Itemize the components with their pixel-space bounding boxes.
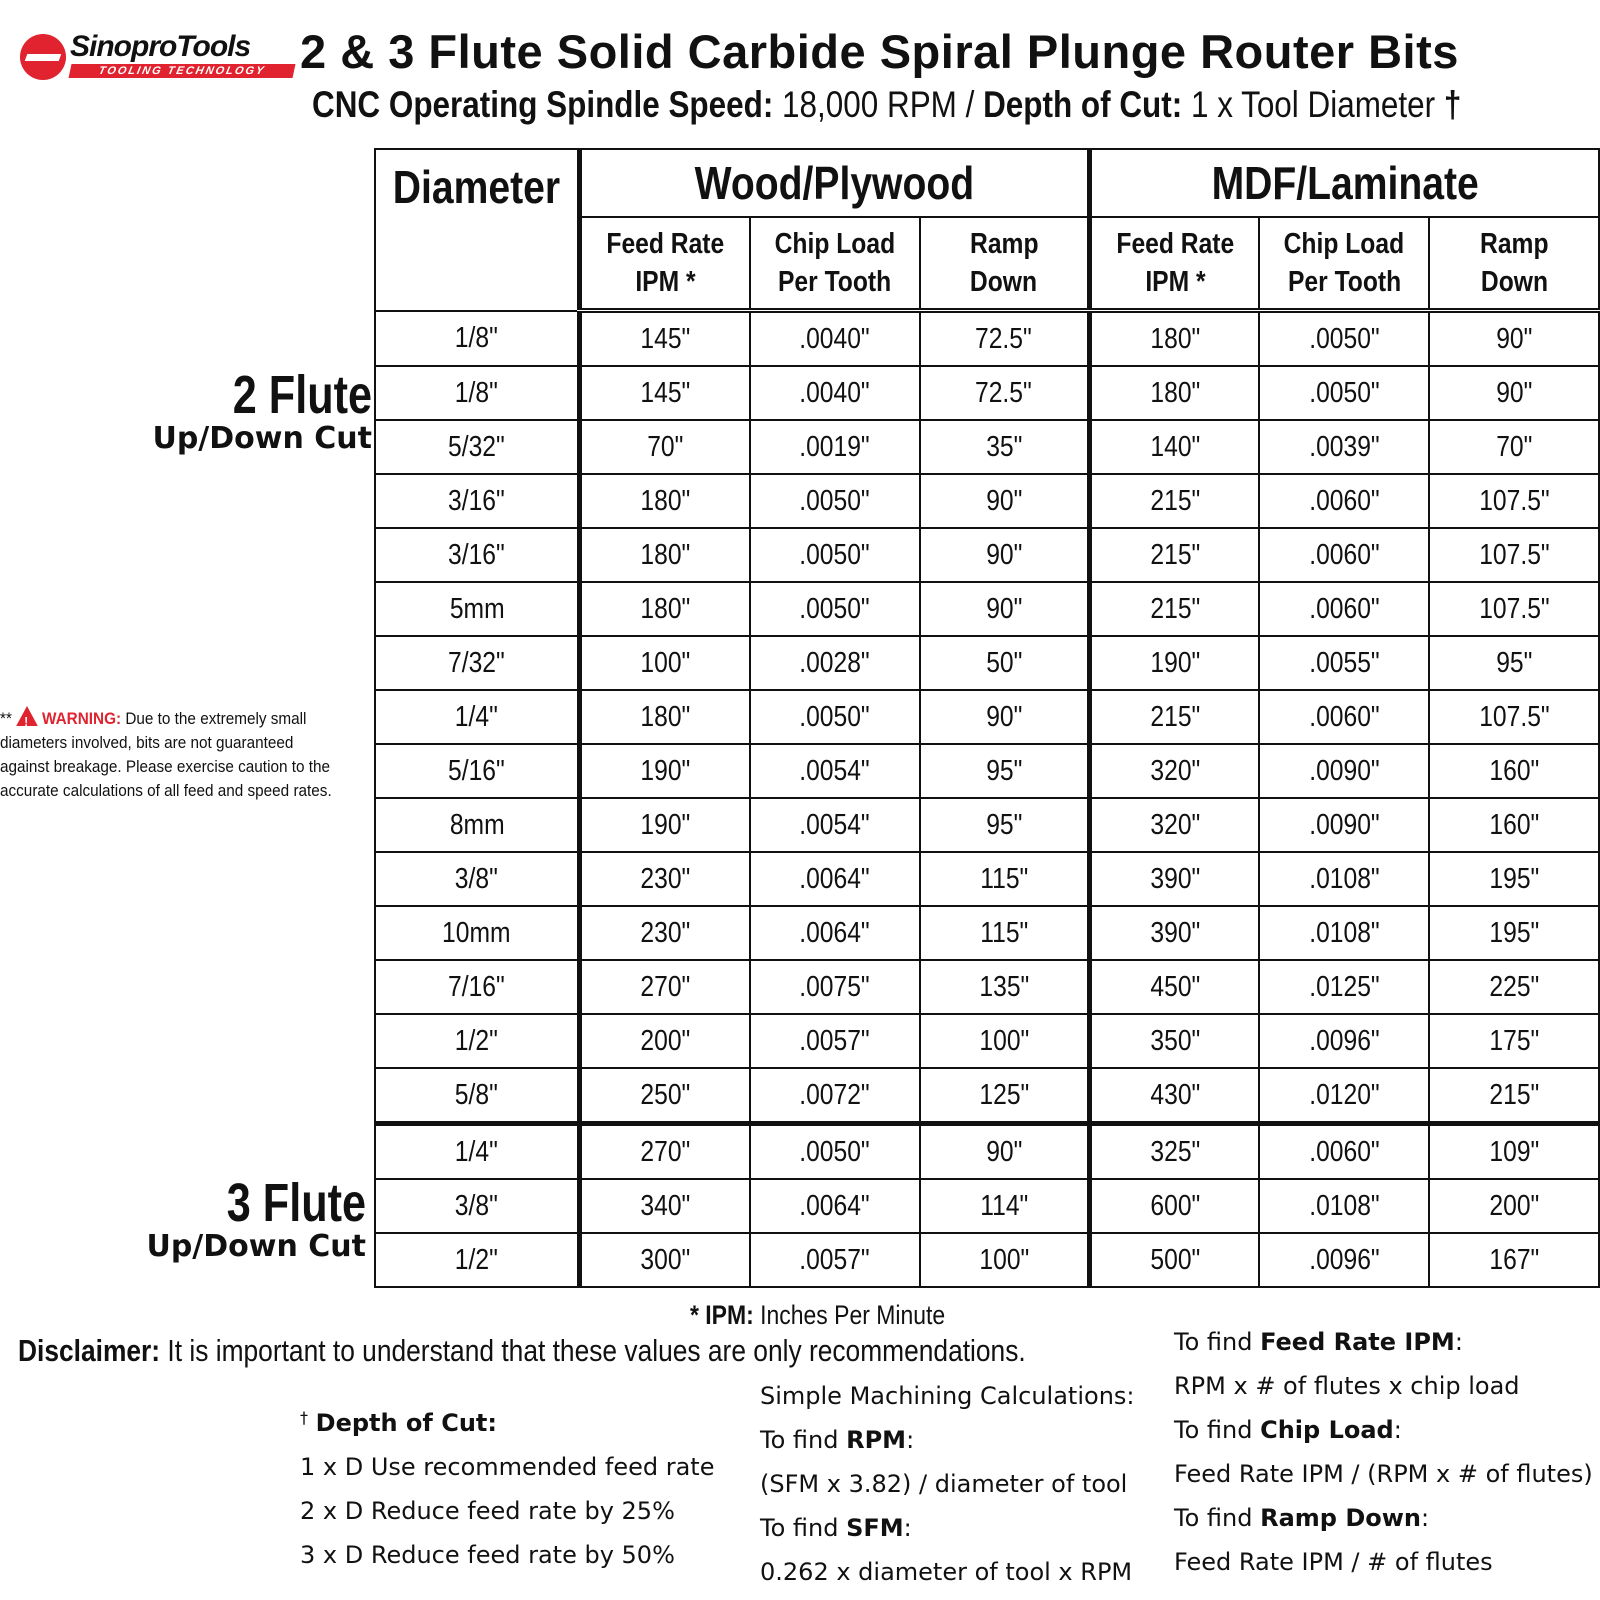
disclaimer-text: It is important to understand that these values are only recommendations. [167, 1333, 1026, 1368]
ramp-prefix: To find [1174, 1504, 1253, 1532]
table-cell: 1/8" [375, 311, 580, 367]
rpm-prefix: To find [760, 1426, 839, 1454]
table-row [375, 798, 1599, 852]
subheader-2: Ramp Down [920, 217, 1090, 311]
table-cell: 95" [920, 744, 1090, 798]
table-cell: 500" [1089, 1233, 1259, 1287]
table-cell: 215" [1089, 582, 1259, 636]
table-cell: .0060" [1259, 474, 1429, 528]
table-cell: 180" [1089, 366, 1259, 420]
depth-dagger: † [300, 1408, 308, 1427]
table-row [375, 960, 1599, 1014]
table-cell: .0108" [1259, 1179, 1429, 1233]
table-cell: 190" [1089, 636, 1259, 690]
table-cell: 90" [1429, 366, 1599, 420]
find-formulas: To find Feed Rate IPM: RPM x # of flutes x chip load To find Chip Load: Feed Rate IPM / (RPM x # of flutes) To find Ramp Down: Feed Rate IPM / # of flutes [1174, 1320, 1593, 1584]
table-cell: 115" [920, 852, 1090, 906]
depth-title: Depth of Cut: [315, 1409, 497, 1437]
table-cell: .0057" [750, 1233, 920, 1287]
table-cell: 8mm [375, 798, 580, 852]
table-row [375, 1014, 1599, 1068]
table-cell: .0120" [1259, 1068, 1429, 1124]
table-cell: 145" [580, 366, 750, 420]
table-cell: .0050" [750, 1124, 920, 1180]
table-cell: 7/32" [375, 636, 580, 690]
table-cell: 215" [1089, 528, 1259, 582]
table-cell: .0096" [1259, 1233, 1429, 1287]
table-cell: 95" [1429, 636, 1599, 690]
table-cell: 350" [1089, 1014, 1259, 1068]
table-cell: 270" [580, 1124, 750, 1180]
logo-brand-text: SinoproTools [70, 30, 251, 63]
table-cell: .0125" [1259, 960, 1429, 1014]
table-cell: 135" [920, 960, 1090, 1014]
two-flute-label: 2 Flute Up/Down Cut [152, 365, 372, 456]
table-row [375, 1233, 1599, 1287]
table-row [375, 366, 1599, 420]
table-cell: 450" [1089, 960, 1259, 1014]
table-cell: 90" [920, 1124, 1090, 1180]
table-cell: 180" [580, 474, 750, 528]
table-cell: 190" [580, 744, 750, 798]
table-cell: .0064" [750, 1179, 920, 1233]
subheader-1: Chip Load Per Tooth [750, 217, 920, 311]
table-cell: 7/16" [375, 960, 580, 1014]
group-header-mdf: MDF/Laminate [1089, 149, 1599, 217]
dagger-mark: † [1443, 84, 1462, 125]
table-cell: 3/8" [375, 1179, 580, 1233]
table-cell: 72.5" [920, 366, 1090, 420]
table-cell: 160" [1429, 744, 1599, 798]
table-cell: 5/16" [375, 744, 580, 798]
table-cell: .0057" [750, 1014, 920, 1068]
table-cell: .0108" [1259, 906, 1429, 960]
table-cell: .0072" [750, 1068, 920, 1124]
depth-line-2: 2 x D Reduce feed rate by 25% [300, 1497, 675, 1525]
table-cell: 250" [580, 1068, 750, 1124]
table-cell: 125" [920, 1068, 1090, 1124]
table-cell: 180" [580, 582, 750, 636]
speeds-feeds-table [374, 148, 1600, 1288]
table-cell: .0019" [750, 420, 920, 474]
page-title: 2 & 3 Flute Solid Carbide Spiral Plunge Router Bits [300, 25, 1459, 78]
table-cell: .0050" [750, 582, 920, 636]
warning-note [0, 706, 335, 803]
table-cell: 70" [1429, 420, 1599, 474]
subheader-3: Feed Rate IPM * [1089, 217, 1259, 311]
sfm-label: SFM [846, 1514, 904, 1542]
table-row [375, 528, 1599, 582]
table-cell: 600" [1089, 1179, 1259, 1233]
table-cell: 180" [580, 690, 750, 744]
table-row [375, 311, 1599, 367]
depth-label: Depth of Cut: [983, 84, 1183, 125]
table-cell: 167" [1429, 1233, 1599, 1287]
table-cell: 107.5" [1429, 582, 1599, 636]
table-cell: 140" [1089, 420, 1259, 474]
chip-formula: Feed Rate IPM / (RPM x # of flutes) [1174, 1460, 1593, 1488]
table-cell: 225" [1429, 960, 1599, 1014]
speed-value: 18,000 RPM / [782, 84, 975, 125]
table-cell: .0028" [750, 636, 920, 690]
table-cell: .0096" [1259, 1014, 1429, 1068]
page-subtitle [312, 84, 1461, 126]
speed-label: CNC Operating Spindle Speed: [312, 84, 774, 125]
table-cell: 340" [580, 1179, 750, 1233]
table-cell: 180" [580, 528, 750, 582]
table-cell: .0039" [1259, 420, 1429, 474]
disclaimer [18, 1333, 1026, 1369]
table-cell: 215" [1089, 690, 1259, 744]
table-cell: 215" [1429, 1068, 1599, 1124]
logo-tagline: TOOLING TECHNOLOGY [69, 64, 296, 78]
sfm-formula: 0.262 x diameter of tool x RPM [760, 1558, 1133, 1586]
table-row [375, 1124, 1599, 1180]
table-row [375, 852, 1599, 906]
warning-text: Due to the extremely small diameters involved, bits are not guaranteed against breakage. Please exercise caution to the accurate calculations of all feed and speed rates. [0, 709, 332, 800]
table-cell: 190" [580, 798, 750, 852]
table-row [375, 1179, 1599, 1233]
table-cell: 5/8" [375, 1068, 580, 1124]
table-cell: .0054" [750, 744, 920, 798]
ramp-formula: Feed Rate IPM / # of flutes [1174, 1548, 1493, 1576]
table-cell: 90" [920, 690, 1090, 744]
table-cell: .0075" [750, 960, 920, 1014]
table-cell: .0050" [1259, 311, 1429, 367]
table-cell: 200" [1429, 1179, 1599, 1233]
table-cell: 300" [580, 1233, 750, 1287]
diameter-header: Diameter [375, 149, 580, 311]
table-cell: 215" [1089, 474, 1259, 528]
table-cell: 107.5" [1429, 690, 1599, 744]
depth-value: 1 x Tool Diameter [1190, 84, 1436, 125]
table-cell: 5/32" [375, 420, 580, 474]
table-cell: .0050" [750, 690, 920, 744]
table-row [375, 906, 1599, 960]
sfm-prefix: To find [760, 1514, 839, 1542]
table-cell: 10mm [375, 906, 580, 960]
depth-line-1: 1 x D Use recommended feed rate [300, 1453, 715, 1481]
table-cell: 90" [920, 474, 1090, 528]
table-cell: .0050" [750, 528, 920, 582]
feed-label: Feed Rate IPM [1260, 1328, 1455, 1356]
table-cell: 5mm [375, 582, 580, 636]
table-row [375, 1068, 1599, 1124]
table-cell: 1/4" [375, 1124, 580, 1180]
depth-of-cut-notes [300, 1396, 714, 1577]
table-cell: .0050" [750, 474, 920, 528]
table-cell: 3/16" [375, 474, 580, 528]
table-cell: 70" [580, 420, 750, 474]
table-cell: 90" [920, 582, 1090, 636]
table-cell: .0064" [750, 906, 920, 960]
subheader-4: Chip Load Per Tooth [1259, 217, 1429, 311]
table-cell: 1/2" [375, 1014, 580, 1068]
table-cell: 325" [1089, 1124, 1259, 1180]
table-cell: 175" [1429, 1014, 1599, 1068]
table-cell: .0090" [1259, 744, 1429, 798]
table-cell: 100" [920, 1233, 1090, 1287]
brand-logo [20, 30, 276, 82]
feed-prefix: To find [1174, 1328, 1253, 1356]
table-cell: 1/2" [375, 1233, 580, 1287]
table-cell: 430" [1089, 1068, 1259, 1124]
table-cell: 100" [580, 636, 750, 690]
subheader-5: Ramp Down [1429, 217, 1599, 311]
table-row [375, 582, 1599, 636]
table-cell: .0108" [1259, 852, 1429, 906]
ipm-label: * IPM: [690, 1300, 754, 1330]
ramp-label: Ramp Down [1260, 1504, 1421, 1532]
table-cell: .0060" [1259, 1124, 1429, 1180]
table-cell: 115" [920, 906, 1090, 960]
table-cell: 35" [920, 420, 1090, 474]
warning-title: WARNING: [42, 709, 122, 728]
table-cell: 195" [1429, 852, 1599, 906]
table-row [375, 420, 1599, 474]
table-cell: 230" [580, 906, 750, 960]
table-row [375, 690, 1599, 744]
three-flute-label: 3 Flute Up/Down Cut [146, 1173, 366, 1264]
table-cell: 320" [1089, 744, 1259, 798]
table-cell: .0064" [750, 852, 920, 906]
table-row [375, 474, 1599, 528]
depth-line-3: 3 x D Reduce feed rate by 50% [300, 1541, 675, 1569]
table-cell: 200" [580, 1014, 750, 1068]
table-cell: .0060" [1259, 582, 1429, 636]
group-header-wood: Wood/Plywood [580, 149, 1089, 217]
table-cell: 90" [1429, 311, 1599, 367]
table-cell: 3/16" [375, 528, 580, 582]
table-cell: 230" [580, 852, 750, 906]
table-cell: 109" [1429, 1124, 1599, 1180]
calc-title: Simple Machining Calculations: [760, 1382, 1135, 1410]
table-cell: .0090" [1259, 798, 1429, 852]
table-cell: 160" [1429, 798, 1599, 852]
machining-calculations: Simple Machining Calculations: To find RPM: (SFM x 3.82) / diameter of tool To find SFM: 0.262 x diameter of tool x RPM [760, 1374, 1135, 1594]
table-cell: .0050" [1259, 366, 1429, 420]
table-cell: 390" [1089, 906, 1259, 960]
table-cell: 95" [920, 798, 1090, 852]
table-cell: 107.5" [1429, 474, 1599, 528]
chip-label: Chip Load [1260, 1416, 1394, 1444]
feed-formula: RPM x # of flutes x chip load [1174, 1372, 1520, 1400]
table-cell: 390" [1089, 852, 1259, 906]
table-row [375, 744, 1599, 798]
table-cell: 114" [920, 1179, 1090, 1233]
table-cell: 195" [1429, 906, 1599, 960]
subheader-0: Feed Rate IPM * [580, 217, 750, 311]
warning-icon [16, 706, 38, 726]
ipm-text: Inches Per Minute [760, 1300, 946, 1330]
table-cell: 1/4" [375, 690, 580, 744]
table-cell: 320" [1089, 798, 1259, 852]
table-cell: 1/8" [375, 366, 580, 420]
table-cell: .0040" [750, 366, 920, 420]
table-row [375, 636, 1599, 690]
table-cell: 3/8" [375, 852, 580, 906]
disclaimer-label: Disclaimer: [18, 1333, 161, 1368]
rpm-label: RPM [846, 1426, 907, 1454]
table-cell: 72.5" [920, 311, 1090, 367]
table-cell: 90" [920, 528, 1090, 582]
table-cell: 50" [920, 636, 1090, 690]
table-cell: 145" [580, 311, 750, 367]
logo-mark-icon [20, 34, 66, 80]
table-cell: .0060" [1259, 528, 1429, 582]
table-cell: .0055" [1259, 636, 1429, 690]
table-cell: 107.5" [1429, 528, 1599, 582]
table-cell: .0060" [1259, 690, 1429, 744]
table-cell: .0054" [750, 798, 920, 852]
table-cell: 180" [1089, 311, 1259, 367]
chip-prefix: To find [1174, 1416, 1253, 1444]
table-cell: 100" [920, 1014, 1090, 1068]
ipm-note [690, 1300, 945, 1331]
warning-prefix: ** [0, 709, 12, 728]
table-cell: 270" [580, 960, 750, 1014]
rpm-formula: (SFM x 3.82) / diameter of tool [760, 1470, 1128, 1498]
table-cell: .0040" [750, 311, 920, 367]
